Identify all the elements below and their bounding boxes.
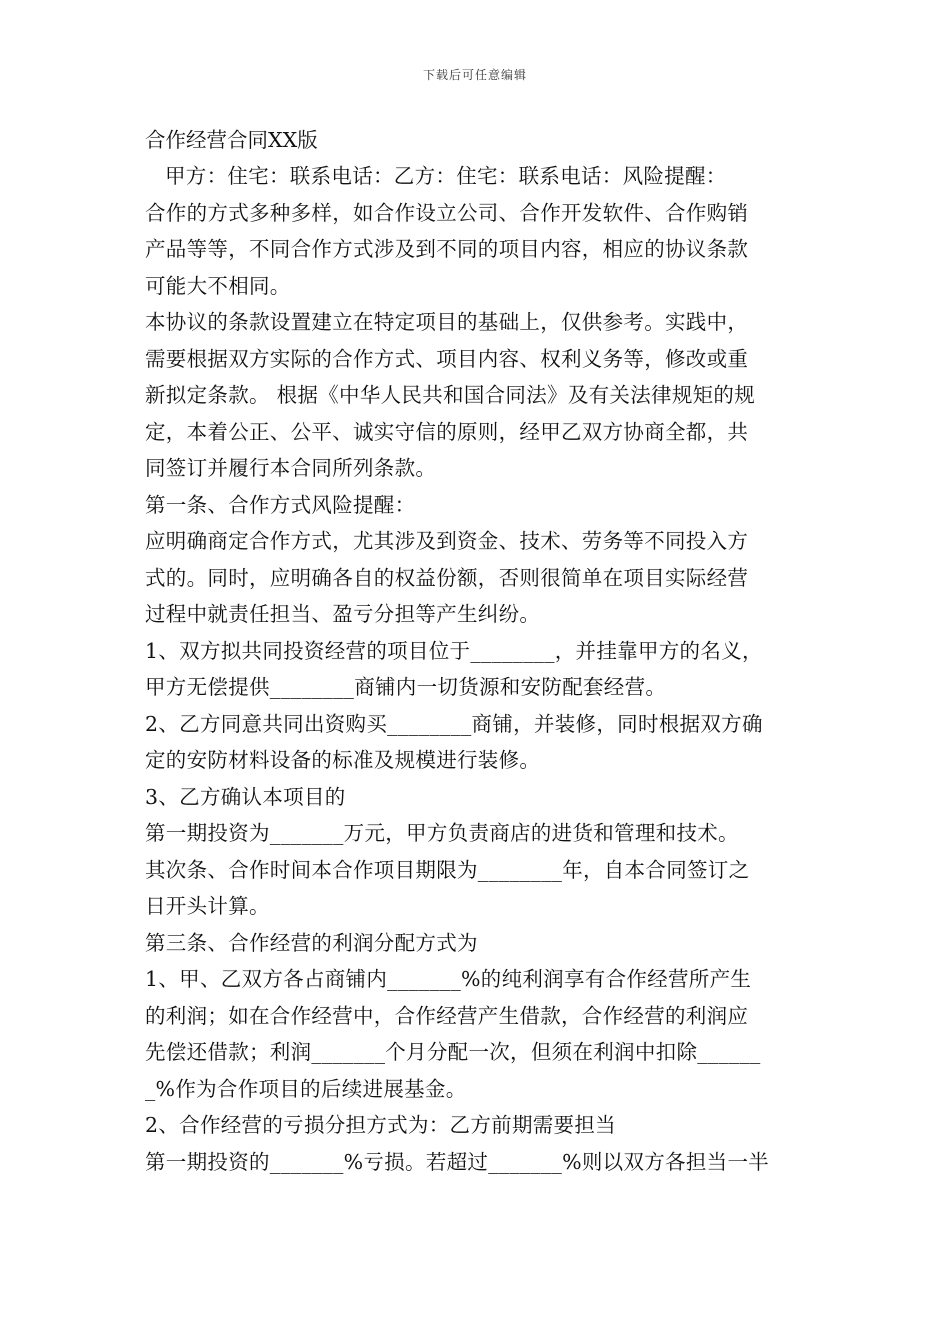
page-header: 下载后可任意编辑 bbox=[422, 68, 527, 82]
text-line: 先偿还借款；利润_______个月分配一次，但须在利润中扣除______ bbox=[145, 1040, 761, 1064]
text-line: 的利润；如在合作经营中，合作经营产生借款，合作经营的利润应 bbox=[145, 1003, 749, 1028]
text-line: 可能大不相同。 bbox=[145, 273, 291, 298]
text-line: 产品等等，不同合作方式涉及到不同的项目内容，相应的协议条款 bbox=[145, 237, 749, 261]
text-line: 同签订并履行本合同所列条款。 bbox=[145, 456, 437, 480]
text-line: 式的。同时，应明确各自的权益份额，否则很简单在项目实际经营 bbox=[145, 565, 749, 590]
text-line: 第一期投资为_______万元，甲方负责商店的进货和管理和技术。 bbox=[145, 821, 739, 845]
text-line: 1、甲、乙双方各占商铺内_______%的纯利润享有合作经营所产生 bbox=[145, 967, 752, 991]
text-line: 第一条、合作方式风险提醒： bbox=[145, 492, 416, 517]
text-line: 第三条、合作经营的利润分配方式为 bbox=[145, 930, 478, 955]
text-line: 甲方无偿提供________商铺内一切货源和安防配套经营。 bbox=[145, 675, 667, 699]
text-line: _%作为合作项目的后续进展基金。 bbox=[145, 1076, 467, 1101]
text-line: 需要根据双方实际的合作方式、项目内容、权利义务等，修改或重 bbox=[145, 346, 749, 371]
text-line: 定，本着公正、公平、诚实守信的原则，经甲乙双方协商全都，共 bbox=[145, 419, 749, 444]
text-lines bbox=[145, 195, 810, 1181]
text-line: 定的安防材料设备的标准及规模进行装修。 bbox=[145, 748, 541, 772]
text-line: 3、乙方确认本项目的 bbox=[145, 784, 346, 809]
text-line: 1、双方拟共同投资经营的项目位于________，并挂靠甲方的名义， bbox=[145, 638, 763, 663]
text-line: 应明确商定合作方式，尤其涉及到资金、技术、劳务等不同投入方 bbox=[145, 529, 749, 553]
text-line: 2、乙方同意共同出资购买________商铺，并装修，同时根据双方确 bbox=[145, 711, 763, 736]
document-title: 合作经营合同XX版 bbox=[145, 128, 318, 152]
document-body bbox=[145, 122, 810, 1180]
text-line: 日开头计算。 bbox=[145, 894, 270, 918]
text-line: 其次条、合作时间本合作项目期限为________年，自本合同签订之 bbox=[145, 857, 750, 882]
text-line: 第一期投资的_______%亏损。若超过_______%则以双方各担当一半 bbox=[145, 1149, 770, 1174]
text-line: 过程中就责任担当、盈亏分担等产生纠纷。 bbox=[145, 602, 541, 626]
parties-line: 甲方：住宅：联系电话：乙方：住宅：联系电话：风险提醒： bbox=[165, 164, 727, 188]
text-line: 新拟定条款。 根据《中华人民共和国合同法》及有关法律规矩的规 bbox=[145, 383, 756, 407]
text-line: 2、合作经营的亏损分担方式为：乙方前期需要担当 bbox=[145, 1113, 616, 1137]
text-line: 合作的方式多种多样，如合作设立公司、合作开发软件、合作购销 bbox=[145, 200, 749, 225]
text-line: 本协议的条款设置建立在特定项目的基础上，仅供参考。实践中， bbox=[145, 310, 749, 334]
